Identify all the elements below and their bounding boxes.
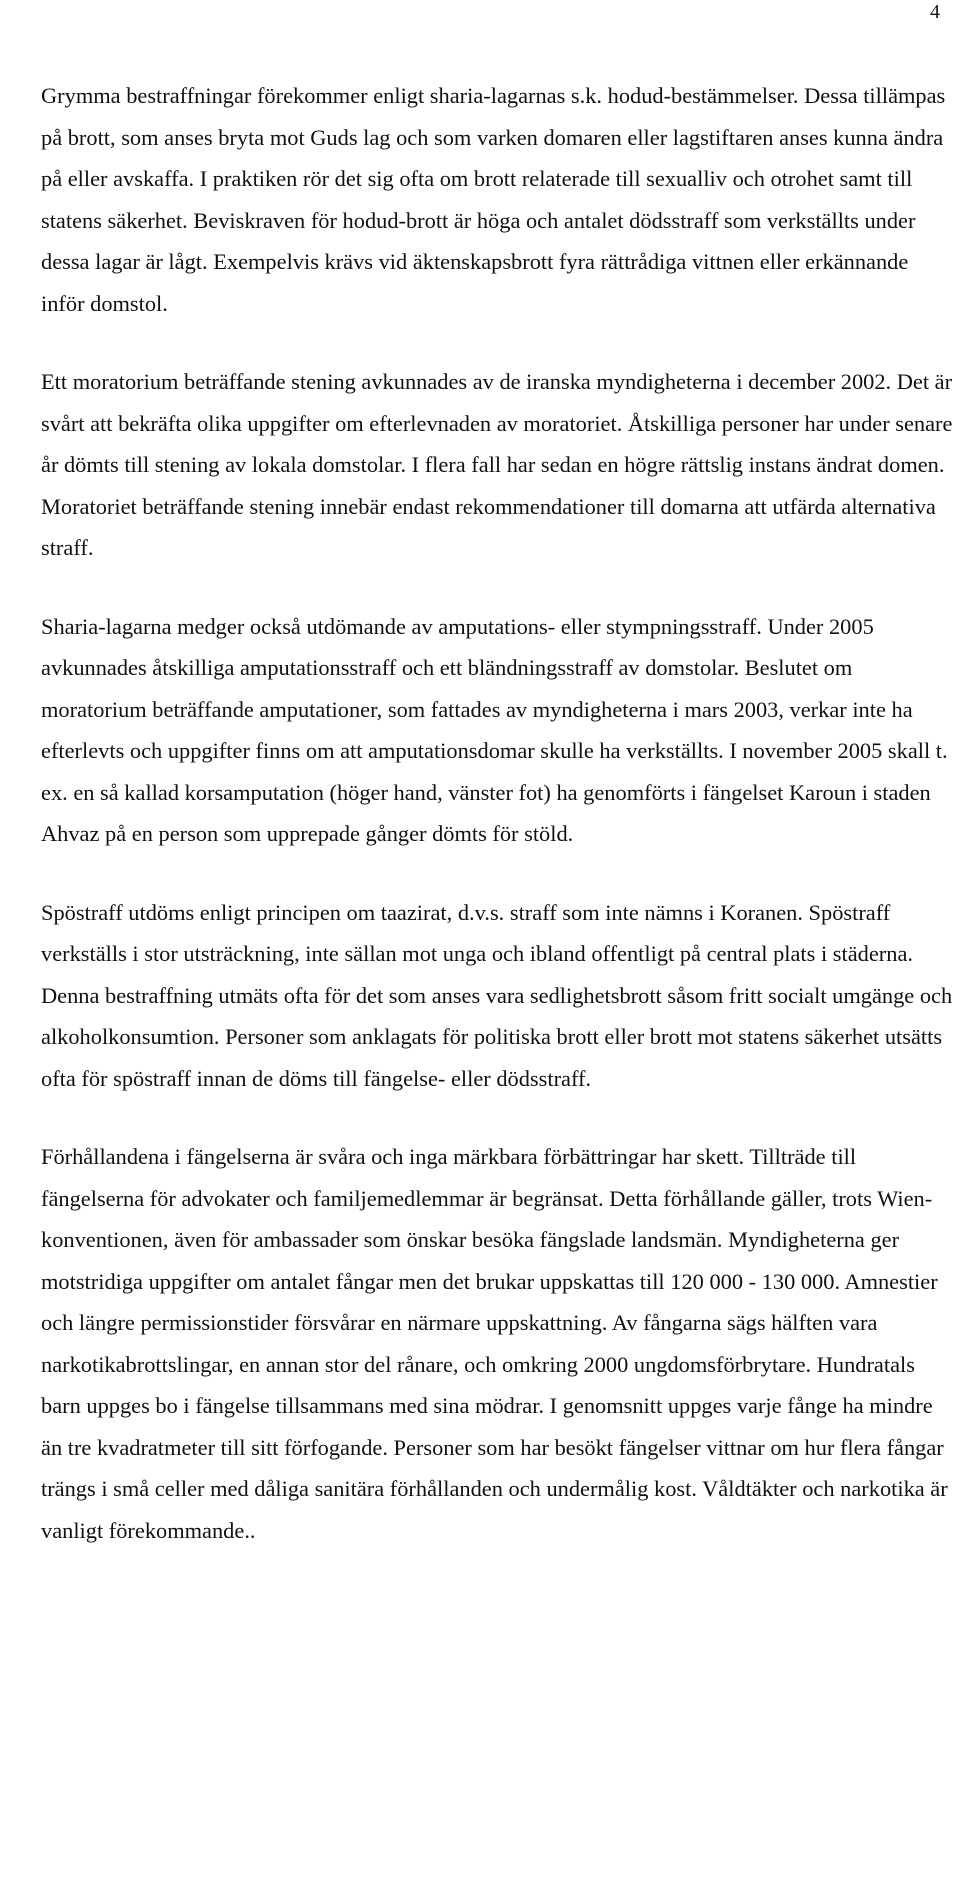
paragraph-hodud-punishments: Grymma bestraffningar förekommer enligt sharia-lagarnas s.k. hodud-bestämmelser. Dessa tillämpas på brott, som anses bryta mot Guds lag och som varken domaren eller lagstiftaren anses kunna ändra på eller avskaffa. I praktiken rör det sig ofta om brott relaterade till sexualliv och otrohet samt till statens säkerhet. Beviskraven för hodud-brott är höga och antalet dödsstraff som verkställts under dessa lagar är lågt. Exempelvis krävs vid äktenskapsbrott fyra rättrådiga vittnen eller erkännande inför domstol. (41, 83, 946, 316)
paragraph-prison-conditions: Förhållandena i fängelserna är svåra och inga märkbara förbättringar har skett. Tillträde till fängelserna för advokater och familjemedlemmar är begränsat. Detta förhållande gäller, trots Wien-konventionen, även för ambassader som önskar besöka fängslade landsmän. Myndigheterna ger motstridiga uppgifter om antalet fångar men det brukar uppskattas till 120 000 - 130 000. Amnestier och längre permissionstider försvårar en närmare uppskattning. Av fångarna sägs hälften vara narkotikabrottslingar, en annan stor del rånare, och omkring 2000 ungdomsförbrytare. Hundratals barn uppges bo i fängelse tillsammans med sina mödrar. I genomsnitt uppges varje fånge ha mindre än tre kvadratmeter till sitt förfogande. Personer som har besökt fängelser vittnar om hur flera fångar trängs i små celler med dåliga sanitära förhållanden och undermålig kost. Våldtäkter och narkotika är vanligt förekommande.. (41, 1144, 948, 1543)
page-number: 4 (930, 1, 940, 23)
paragraph-flogging-penalties: Spöstraff utdöms enligt principen om taazirat, d.v.s. straff som inte nämns i Koranen. Spöstraff verkställs i stor utsträckning, inte sällan mot unga och ibland offentligt på central plats i städerna. Denna bestraffning utmäts ofta för det som anses vara sedlighetsbrott såsom fritt socialt umgänge och alkoholkonsumtion. Personer som anklagats för politiska brott eller brott mot statens säkerhet utsätts ofta för spöstraff innan de döms till fängelse- eller dödsstraff. (41, 899, 953, 1091)
paragraph-amputation-penalties: Sharia-lagarna medger också utdömande av amputations- eller stympningsstraff. Under 2005 avkunnades åtskilliga amputationsstraff och ett bländningsstraff av domstolar. Beslutet om moratorium beträffande amputationer, som fattades av myndigheterna i mars 2003, verkar inte ha efterlevts och uppgifter finns om att amputationsdomar skulle ha verkställts. I november 2005 skall t. ex. en så kallad korsamputation (höger hand, vänster fot) ha genomförts i fängelset Karoun i staden Ahvaz på en person som upprepade gånger dömts för stöld. (41, 613, 948, 846)
paragraph-stoning-moratorium: Ett moratorium beträffande stening avkunnades av de iranska myndigheterna i december 2002. Det är svårt att bekräfta olika uppgifter om efterlevnaden av moratoriet. Åtskilliga personer har under senare år dömts till stening av lokala domstolar. I flera fall har sedan en högre rättslig instans ändrat domen. Moratoriet beträffande stening innebär endast rekommendationer till domarna att utfärda alternativa straff. (41, 369, 953, 560)
document-body (41, 75, 953, 1551)
